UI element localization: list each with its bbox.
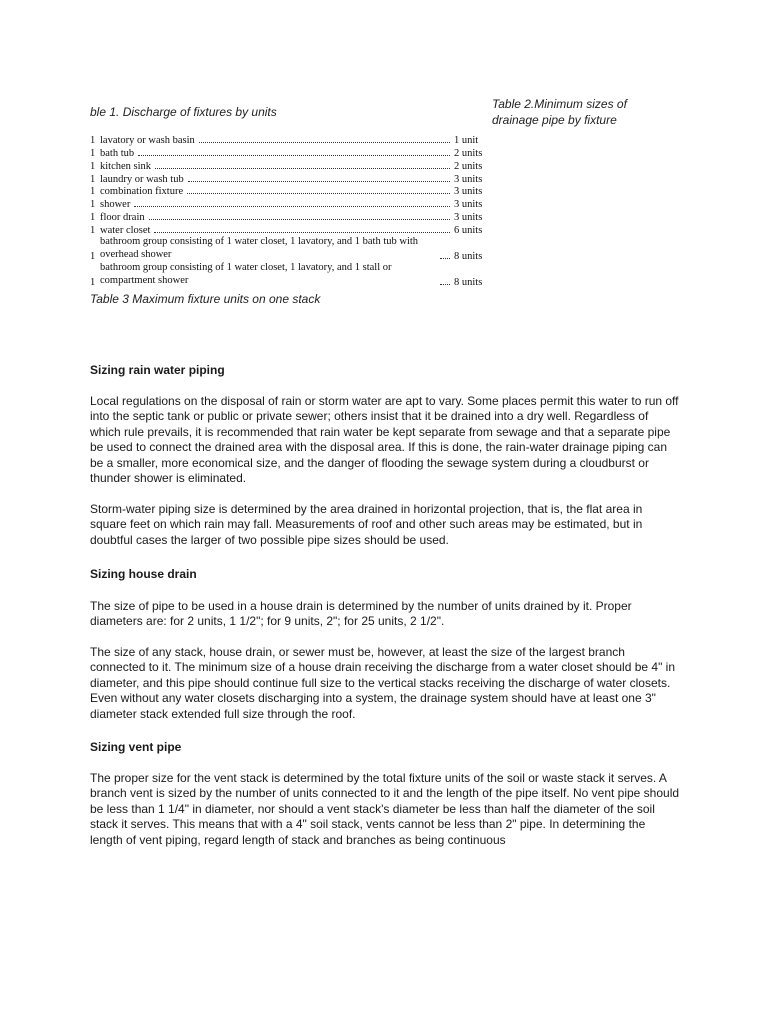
row-description-text: combination fixture [100, 186, 184, 198]
rain-paragraph-1-text: Local regulations on the disposal of rain or storm water are apt to vary. Some places permit this water to run off into the septic tank or public or private sewer; others insist that it be drained into a dry well. Regardless of which rule prevails, it is recommended that rain water be kept separate from sewage and that a separate pipe be used to connect the drained area with the disposal area. If this is done, the rain-water drainage piping can be a smaller, more economical size, and the danger of flooding the sewage system during a cloudburst or thunder shower is eliminated. [90, 394, 679, 486]
row-quantity: 1 [90, 160, 96, 172]
table2-caption-line2: drainage pipe by fixture [492, 113, 617, 127]
vent-heading: Sizing vent pipe [90, 740, 182, 754]
table-row [90, 197, 490, 210]
row-description [100, 199, 454, 210]
row-description-text: laundry or wash tub [100, 173, 184, 185]
row-quantity: 1 [90, 225, 96, 237]
row-description-text: shower [100, 199, 131, 211]
dot-leader [149, 219, 450, 220]
row-description [100, 186, 454, 197]
table1-caption: ble 1. Discharge of fixtures by units [90, 105, 277, 119]
row-units: 3 units [454, 186, 483, 198]
row-description-text: floor drain [100, 212, 145, 224]
table-row [90, 159, 490, 172]
house-paragraph-2 [90, 645, 680, 722]
row-quantity: 1 [90, 186, 96, 198]
rain-heading: Sizing rain water piping [90, 363, 225, 377]
vent-paragraph-1-text: The proper size for the vent stack is determined by the total fixture units of the soil or waste stack it serves. A branch vent is sized by the number of units connected to it and the length of the pipe itself. No vent pipe should be less than 1 1/4" in diameter, nor should a vent stack's diameter be less than half the diameter of the soil stack it serves. This means that with a 4" soil stack, vents cannot be less than 2" pipe. In determining the length of vent piping, regard length of stack and branches as being continuous [90, 771, 680, 847]
row-units: 3 units [454, 212, 483, 224]
dot-leader [440, 284, 450, 285]
vent-paragraph-1 [90, 771, 680, 848]
row-description-text: bathroom group consisting of 1 water closet, 1 lavatory, and 1 stall or compartment shower [100, 261, 392, 286]
house-paragraph-1-text: The size of pipe to be used in a house drain is determined by the number of units drained by it. Proper diameters are: for 2 units, 1 1/2"; for 9 units, 2"; for 25 units, 2 1/2". [90, 599, 632, 629]
house-heading: Sizing house drain [90, 567, 197, 581]
dot-leader [440, 258, 450, 259]
house-paragraph-1 [90, 599, 680, 630]
row-quantity: 1 [90, 199, 96, 211]
row-quantity: 1 [90, 212, 96, 224]
rain-paragraph-2 [90, 502, 680, 548]
table-row [90, 262, 490, 288]
dot-leader [134, 206, 450, 207]
dot-leader [138, 155, 450, 156]
row-description [100, 225, 454, 236]
row-quantity: 1 [90, 173, 96, 185]
row-description [100, 212, 454, 223]
rain-paragraph-1 [90, 394, 680, 486]
table-row [90, 185, 490, 198]
row-description-text: bath tub [100, 147, 135, 159]
table-row [90, 236, 490, 262]
dot-leader [188, 181, 450, 182]
row-quantity: 1 [90, 134, 96, 146]
row-quantity: 1 [90, 276, 96, 288]
table2-caption [492, 96, 692, 128]
row-quantity: 1 [90, 250, 96, 262]
dot-leader [155, 168, 450, 169]
table2-caption-line1: Table 2.Minimum sizes of [492, 97, 627, 111]
fixture-units-table [90, 133, 490, 288]
row-units: 8 units [454, 250, 483, 262]
row-units: 3 units [454, 173, 483, 185]
row-description [100, 148, 454, 159]
row-units: 2 units [454, 147, 483, 159]
row-units: 3 units [454, 199, 483, 211]
table-row [90, 133, 490, 146]
row-description-text: lavatory or wash basin [100, 134, 195, 146]
row-description [100, 161, 454, 172]
row-units: 6 units [454, 225, 483, 237]
row-quantity: 1 [90, 147, 96, 159]
table-row [90, 172, 490, 185]
dot-leader [154, 232, 450, 233]
row-description-text: kitchen sink [100, 160, 152, 172]
row-units: 1 unit [454, 134, 479, 146]
row-description [100, 236, 454, 262]
row-description-text: water closet [100, 225, 151, 237]
row-units: 2 units [454, 160, 483, 172]
row-description [100, 135, 454, 146]
row-description-text: bathroom group consisting of 1 water closet, 1 lavatory, and 1 bath tub with overhead shower [100, 236, 419, 261]
rain-paragraph-2-text: Storm-water piping size is determined by the area drained in horizontal projection, that is, the flat area in square feet on which rain may fall. Measurements of roof and other such areas may be estimated, but in doubtful cases the larger of two possible pipe sizes should be used. [90, 502, 643, 547]
row-description [100, 174, 454, 185]
table3-caption: Table 3 Maximum fixture units on one stack [90, 292, 321, 306]
table-row [90, 146, 490, 159]
table-row [90, 210, 490, 223]
row-description [100, 262, 454, 288]
dot-leader [199, 142, 450, 143]
house-paragraph-2-text: The size of any stack, house drain, or sewer must be, however, at least the size of the largest branch connected to it. The minimum size of a house drain receiving the discharge from a water closet should be 4" in diameter, and this pipe should continue full size to the vertical stacks receiving the discharge of water closets. Even without any water closets discharging into a system, the drainage system should have at least one 3" diameter stack extended full size through the roof. [90, 645, 676, 721]
row-units: 8 units [454, 276, 483, 288]
table-row [90, 223, 490, 236]
dot-leader [187, 193, 450, 194]
